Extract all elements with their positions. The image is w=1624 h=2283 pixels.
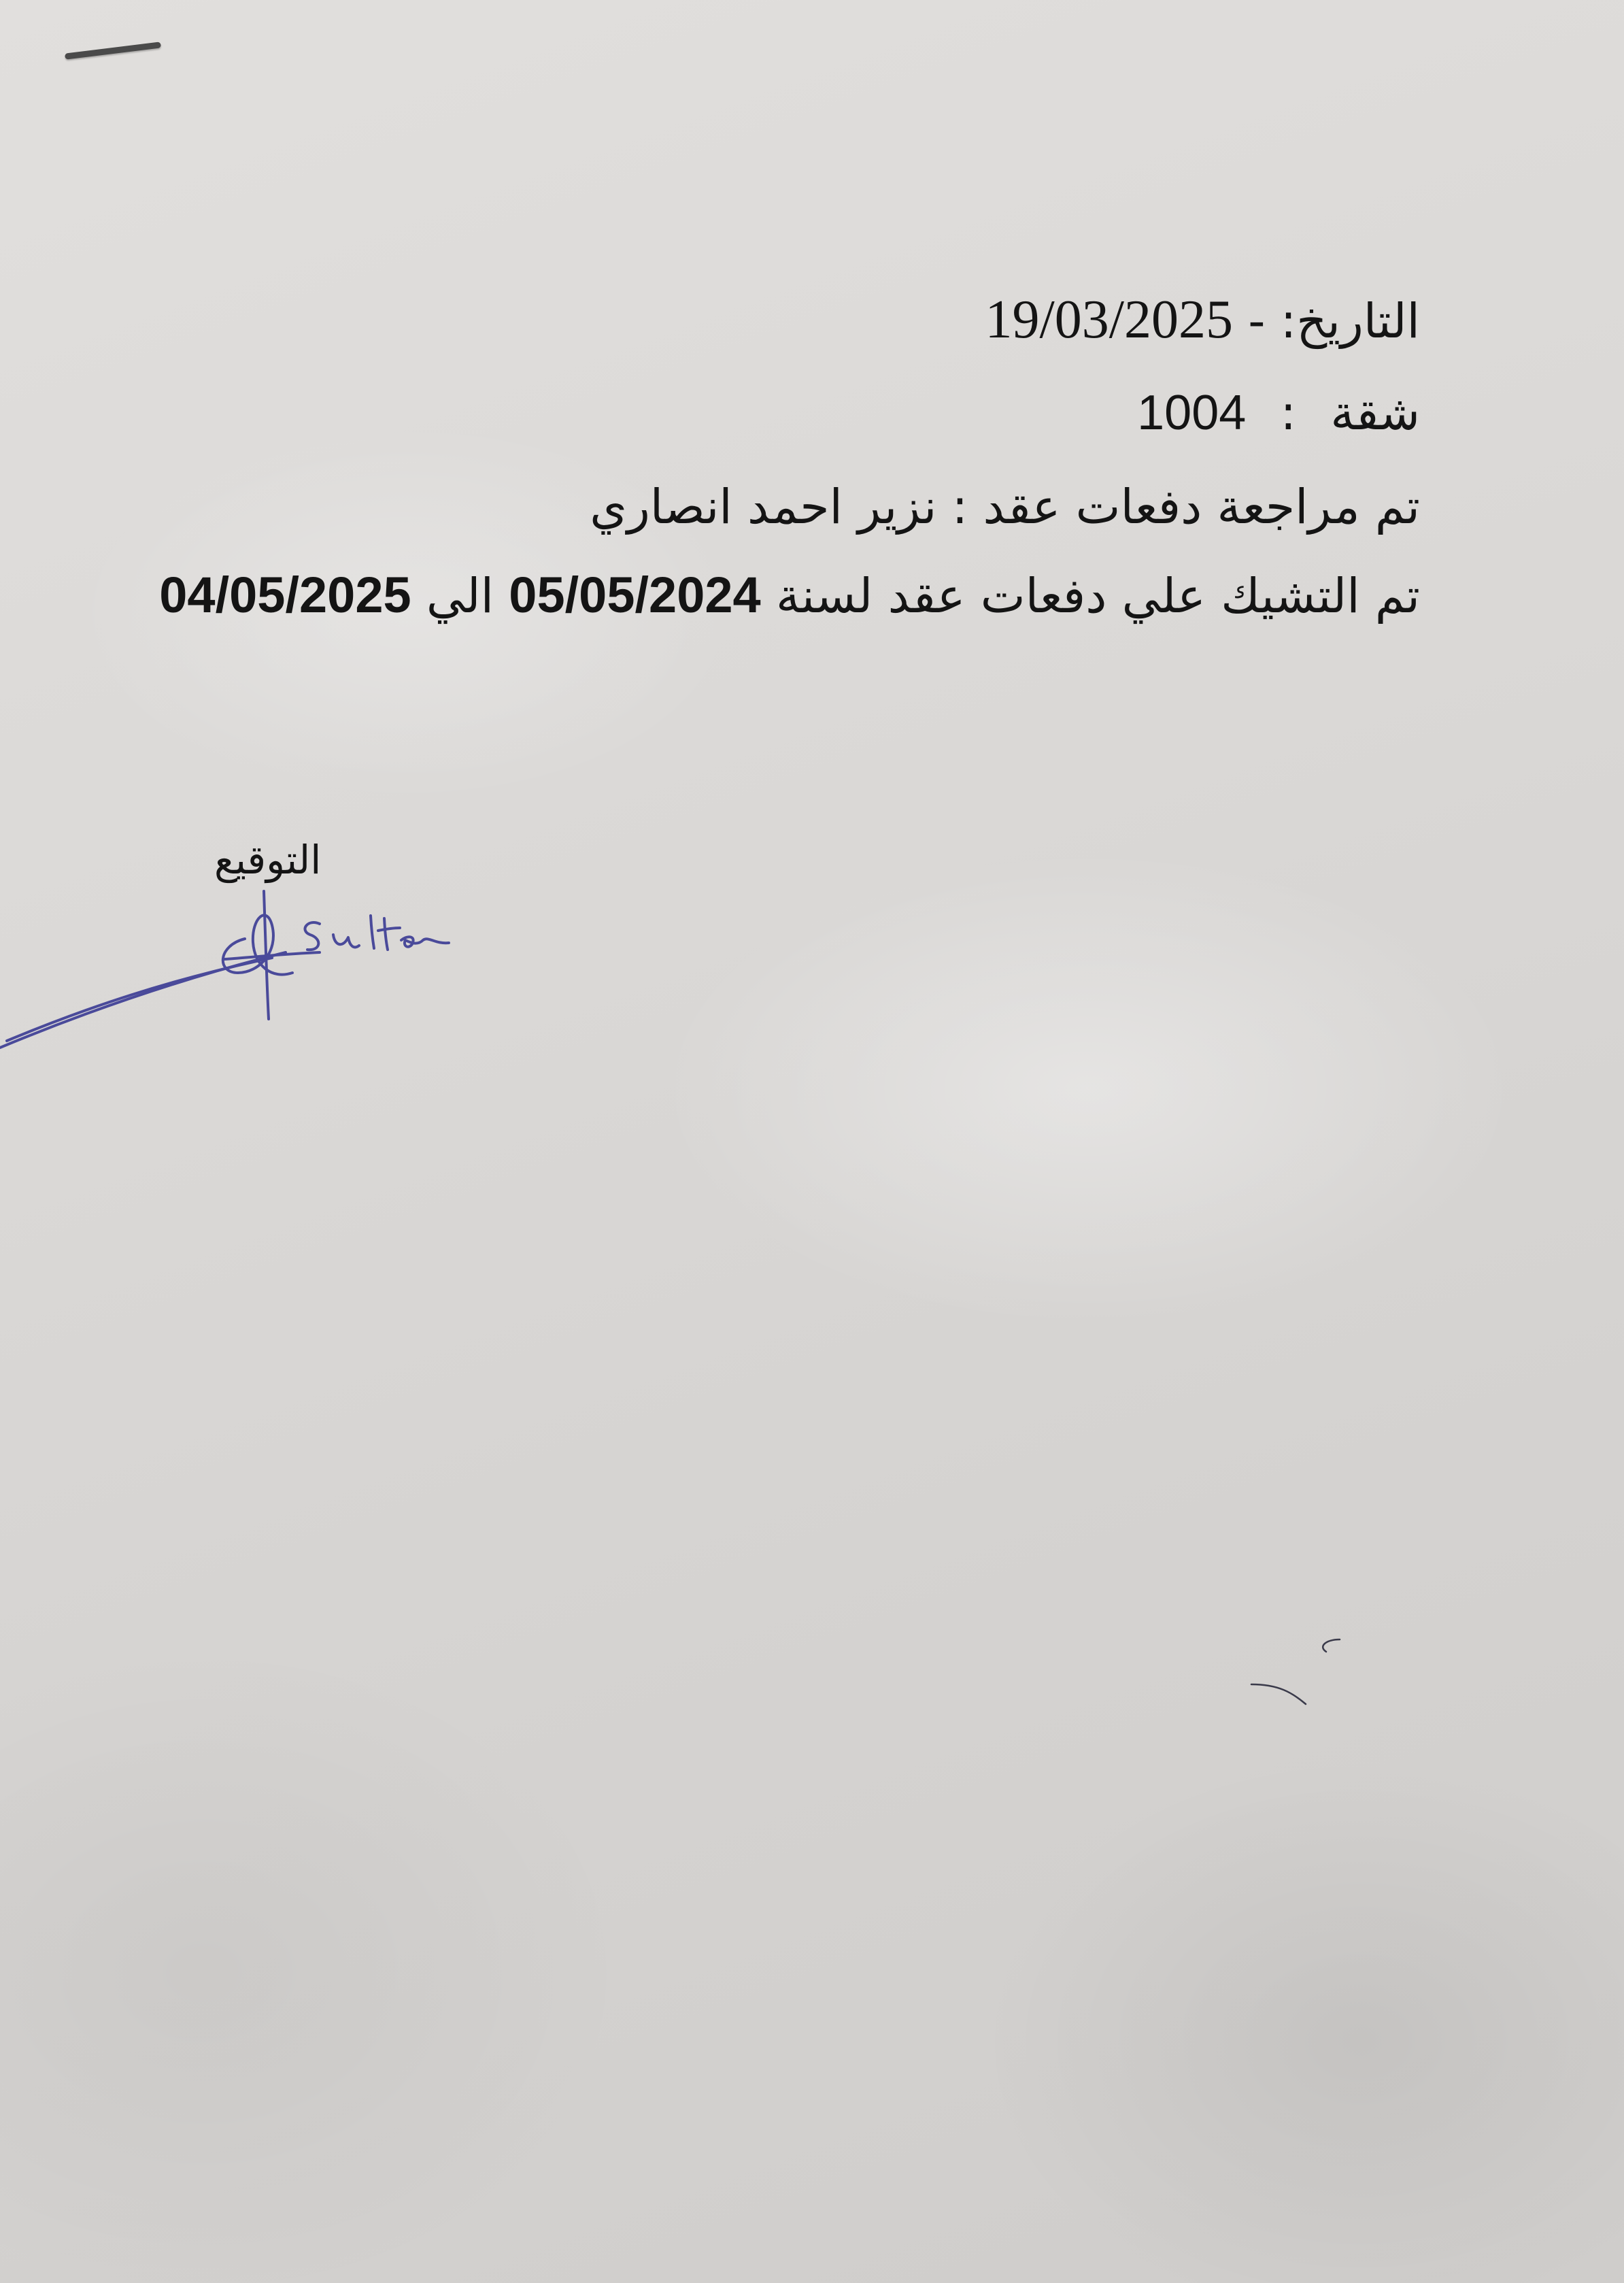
- apartment-line: [1137, 382, 1420, 444]
- review-line: تم مراجعة دفعات عقد : نزير احمد انصاري: [590, 479, 1420, 535]
- staple-mark: [65, 41, 161, 59]
- period-connector: الي: [426, 568, 494, 624]
- date-value: 19/03/2025: [985, 290, 1233, 350]
- date-label: التاريخ: -: [1248, 293, 1420, 349]
- apartment-separator: :: [1280, 385, 1297, 441]
- apartment-number: 1004: [1137, 386, 1247, 440]
- date-line: [985, 289, 1420, 352]
- handwritten-signature: [0, 878, 476, 1068]
- period-start: 05/05/2024: [509, 567, 761, 623]
- apartment-label: شقة: [1330, 385, 1420, 441]
- check-line: [159, 565, 1420, 627]
- ink-mark: [1238, 1619, 1387, 1728]
- check-prefix: تم التشيك علي دفعات عقد لسنة: [775, 568, 1420, 624]
- signature-label: التوقيع: [214, 837, 322, 883]
- period-end: 04/05/2025: [159, 567, 411, 623]
